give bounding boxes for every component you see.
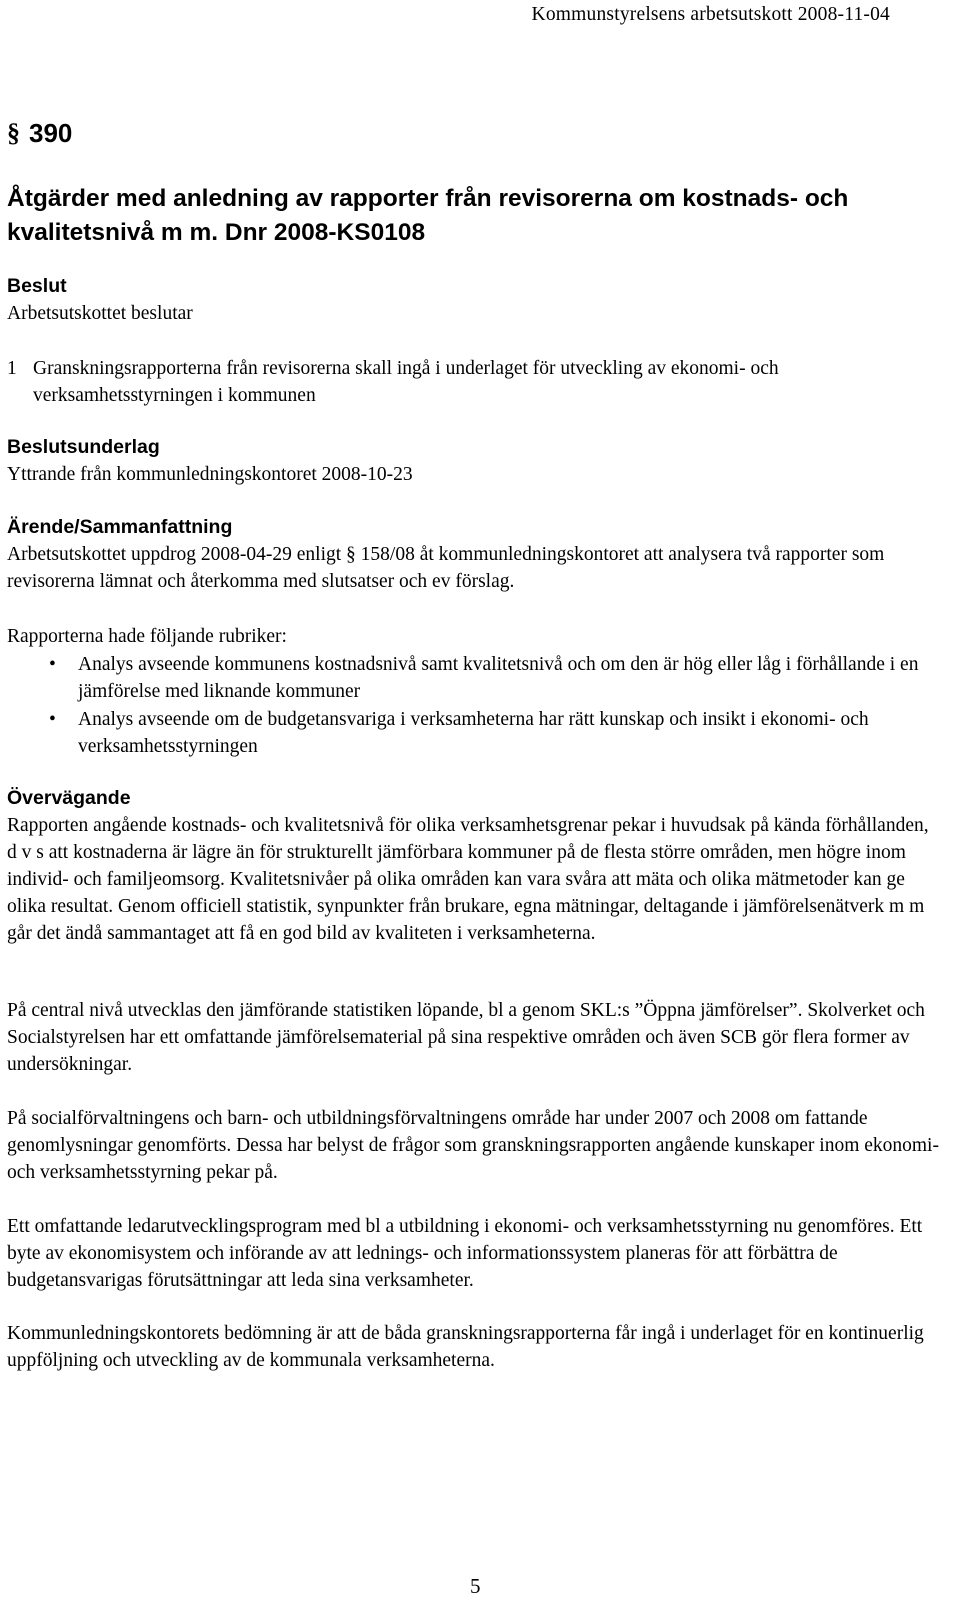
- section-title: Åtgärder med anledning av rapporter från revisorerna om kostnads- och kvalitetsnivå m m. Dnr 2008-KS0108: [7, 185, 849, 246]
- beslutsunderlag-heading: Beslutsunderlag: [7, 436, 160, 458]
- arende-text-before: Arbetsutskottet uppdrog 2008-04-29 enligt: [7, 544, 342, 565]
- beslut-item-number: 1: [7, 358, 17, 379]
- arende-text: [7, 541, 942, 595]
- bullet-icon: •: [49, 709, 56, 730]
- list-item: [7, 651, 942, 705]
- list-item-text: Analys avseende om de budgetansvariga i verksamheterna har rätt kunskap och insikt i ekonomi- och verksamhetsstyrningen: [78, 709, 869, 757]
- rubriker-intro: Rapporterna hade följande rubriker:: [7, 626, 287, 647]
- beslut-item: [7, 355, 942, 409]
- page-number: 5: [470, 1574, 481, 1598]
- overvagande-paragraph: På socialförvaltningens och barn- och utbildningsförvaltningens område har under 2007 och 2008 om fattande genomlysningar genomförts. Dessa har belyst de frågor som granskningsrapporten angående kunskaper inom ekonomi- och verksamhetsstyrning pekar på.: [7, 1108, 939, 1183]
- overvagande-paragraph: Kommunledningskontorets bedömning är att de båda granskningsrapporterna får ingå i underlaget för en kontinuerlig uppföljning och utveckling av de kommunala verksamheterna.: [7, 1323, 924, 1371]
- page-header: Kommunstyrelsens arbetsutskott 2008-11-04: [531, 4, 890, 25]
- beslut-intro: Arbetsutskottet beslutar: [7, 303, 193, 324]
- overvagande-paragraph: Ett omfattande ledarutvecklingsprogram med bl a utbildning i ekonomi- och verksamhetsstyrning nu genomföres. Ett byte av ekonomisystem och införande av att lednings- och informationssystem planeras för att förbättra de budgetansvarigas förutsättningar att leda sina verksamheter.: [7, 1216, 923, 1291]
- list-item: [7, 706, 942, 760]
- arende-heading: Ärende/Sammanfattning: [7, 516, 233, 538]
- beslut-item-text: Granskningsrapporterna från revisorerna skall ingå i underlaget för utveckling av ekonomi- och verksamhetsstyrningen i kommunen: [33, 358, 779, 406]
- overvagande-paragraph: Rapporten angående kostnads- och kvalitetsnivå för olika verksamhetsgrenar pekar i huvudsak på kända förhållanden, d v s att kostnaderna är lägre än för strukturellt jämförbara kommuner på de flesta större områden, men högre inom individ- och familjeomsorg. Kvalitetsnivåer på olika områden kan vara svåra att mäta och olika mätmetoder kan ge olika resultat. Genom officiell statistik, synpunkter från brukare, egna mätningar, deltagande i jämförelsenätverk m m går det ändå sammantaget att få en god bild av kvaliteten i verksamheterna.: [7, 815, 929, 944]
- section-number: 390: [29, 118, 73, 148]
- section-sign: §: [7, 118, 20, 147]
- arende-text-after: 158/08 åt kommunledningskontoret att analysera två rapporter som revisorerna lämnat och återkomma med slutsatser och ev förslag.: [7, 544, 885, 592]
- overvagande-paragraph: På central nivå utvecklas den jämförande statistiken löpande, bl a genom SKL:s ”Öppna jämförelser”. Skolverket och Socialstyrelsen har ett omfattande jämförelsematerial på sina respektive områden och även SCB gör flera former av undersökningar.: [7, 1000, 925, 1075]
- list-item-text: Analys avseende kommunens kostnadsnivå samt kvalitetsnivå och om den är hög eller låg i förhållande i en jämförelse med liknande kommuner: [78, 654, 919, 702]
- rubriker-list: [7, 651, 942, 761]
- section-sign-inline: §: [346, 544, 356, 565]
- beslutsunderlag-text: Yttrande från kommunledningskontoret 2008-10-23: [7, 464, 413, 485]
- overvagande-heading: Övervägande: [7, 787, 131, 809]
- bullet-icon: •: [49, 654, 56, 675]
- beslut-heading: Beslut: [7, 275, 67, 297]
